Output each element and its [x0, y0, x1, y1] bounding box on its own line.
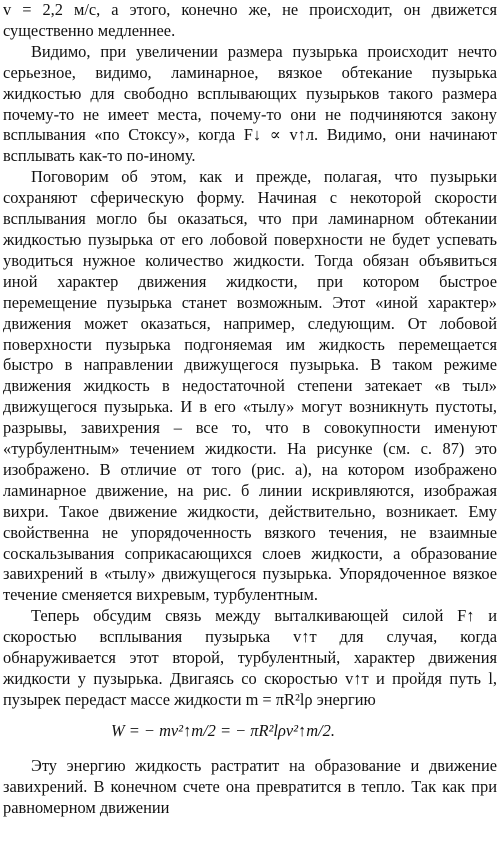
- paragraph-5: Эту энергию жидкость растратит на образование и движение завихрений. В конечном счете она превратится в тепло. Так как при равномерном движении: [3, 755, 497, 817]
- paragraph-2: Видимо, при увеличении размера пузырька происходит нечто серьезное, видимо, ламинарное, вязкое обтекание пузырька жидкостью для свободно всплывающих пузырьков такого размера почему-то не имеет места, почему-то они не подчиняются закону всплывания «по Стоксу», когда F↓ ∝ v↑л. Видимо, они начинают всплывать как-то по-иному.: [3, 41, 497, 166]
- paragraph-3: Поговорим об этом, как и прежде, полагая, что пузырьки сохраняют сферическую форму. Начиная с некоторой скорости всплывания могло бы оказаться, что при ламинарном обтекании жидкостью пузырька от его лобовой поверхности не будет успевать уводиться нужное количество жидкости. Тогда обязан объявиться иной характер движения жидкости, при котором быстрое перемещение пузырька станет возможным. Этот «иной характер» движения может оказаться, например, следующим. От лобовой поверхности пузырька подгоняемая им жидкость перемещается быстро в направлении движущегося пузырька. В таком режиме движения жидкость в недостаточной степени затекает «в тыл» движущегося пузырька. И в его «тылу» могут возникнуть пустоты, разрывы, завихрения – все то, что в совокупности именуют «турбулентным» течением жидкости. На рисунке (см. с. 87) это изображено. В отличие от того (рис. а), на котором изображено ламинарное движение, на рис. б линии искривляются, изображая вихри. Такое движение жидкости, действительно, возникает. Ему свойственна не упорядоченность вязкого течения, не взаимные соскальзывания соприкасающихся слоев жидкости, а образование завихрений в «тылу» движущегося пузырька. Упорядоченное вязкое течение сменяется вихревым, турбулентным.: [3, 167, 497, 605]
- paragraph-4: Теперь обсудим связь между выталкивающей силой F↑ и скоростью всплывания пузырька v↑т для случая, когда обнаруживается этот второй, турбулентный, характер движения жидкости у пузырька. Двигаясь со скоростью v↑т и пройдя путь l, пузырек передаст массе жидкости m = πR²lρ энергию: [3, 606, 497, 709]
- energy-formula: W = − mv²↑т/2 = − πR²lρv²↑т/2.: [111, 720, 335, 740]
- paragraph-1: v = 2,2 м/с, а этого, конечно же, не происходит, он движется существенно медленнее.: [3, 0, 497, 40]
- document-page: [3, 0, 497, 818]
